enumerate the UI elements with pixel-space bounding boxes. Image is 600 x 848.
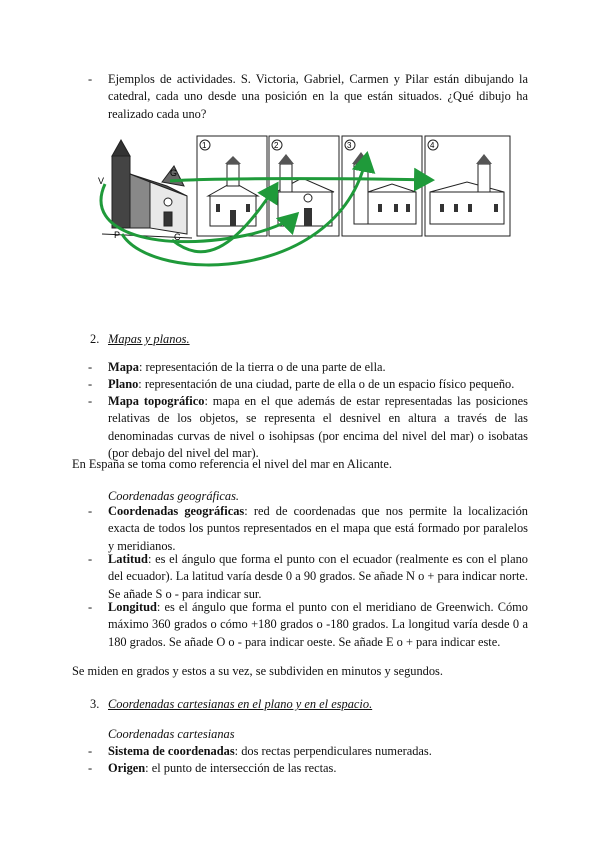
term: Latitud — [108, 552, 148, 566]
bullet: - — [88, 600, 93, 614]
bullet: - — [88, 72, 93, 86]
panel-1 — [197, 136, 267, 236]
section-2-number: 2. — [90, 332, 100, 346]
section-3-title: Coordenadas cartesianas en el plano y en el espacio. — [108, 697, 373, 711]
cathedral-drawing — [102, 140, 192, 238]
definition: : representación de una ciudad, parte de ella o de un espacio físico pequeño. — [138, 377, 515, 391]
panel-2-number: 2 — [274, 141, 279, 150]
bullet: - — [88, 394, 93, 408]
bullet: - — [88, 552, 93, 566]
label-p: P — [114, 230, 121, 240]
item-sistema-coordenadas — [108, 743, 528, 760]
cathedral-figure — [92, 134, 520, 280]
label-c: C — [174, 232, 181, 242]
panel-3 — [342, 136, 422, 236]
bullet: - — [88, 744, 93, 758]
label-v: V — [98, 176, 105, 186]
panel-4-number: 4 — [430, 141, 435, 150]
definition: : el punto de intersección de las rectas. — [145, 761, 337, 775]
intro-paragraph: Ejemplos de actividades. S. Victoria, Gabriel, Carmen y Pilar están dibujando la catedral, cada uno desde una posición en la que están situados. ¿Qué dibujo ha realizado cada uno? — [108, 72, 528, 121]
term: Longitud — [108, 600, 157, 614]
term: Mapa topográfico — [108, 394, 205, 408]
label-g: G — [170, 168, 178, 178]
section-2-title: Mapas y planos. — [108, 332, 190, 346]
definition: : dos rectas perpendiculares numeradas. — [234, 744, 432, 758]
item-plano — [108, 376, 528, 393]
panel-2 — [269, 136, 339, 236]
section-3-subtitle: Coordenadas cartesianas — [108, 727, 235, 741]
term: Mapa — [108, 360, 139, 374]
term: Coordenadas geográficas — [108, 504, 245, 518]
panel-4 — [425, 136, 510, 236]
panel-1-number: 1 — [202, 141, 207, 150]
bullet: - — [88, 360, 93, 374]
term: Origen — [108, 761, 146, 775]
definition: : es el ángulo que forma el punto con el meridiano de Greenwich. Cómo máximo 360 grados o cómo +180 grados o -180 grados. La longitud varía desde 0 a 180 grados. Se añade O o - para indicar oeste. Se añade E o + para indicar este. — [108, 600, 528, 649]
item-mapa — [108, 359, 528, 376]
item-longitud — [108, 599, 528, 651]
bullet: - — [88, 504, 93, 518]
bullet: - — [88, 377, 93, 391]
bullet: - — [88, 761, 93, 775]
item-latitud — [108, 551, 528, 603]
geo-note: Se miden en grados y estos a su vez, se subdividen en minutos y segundos. — [72, 664, 443, 678]
item-origen — [108, 760, 528, 777]
geo-subtitle: Coordenadas geográficas. — [108, 489, 240, 503]
term: Sistema de coordenadas — [108, 744, 235, 758]
definition: : representación de la tierra o de una parte de ella. — [138, 360, 386, 374]
term: Plano — [108, 377, 139, 391]
item-coordenadas-geograficas — [108, 503, 528, 555]
definition: : red de coordenadas que nos permite la localización exacta de todos los puntos representados en el mapa que está formado por paralelos y meridianos. — [108, 504, 529, 553]
panel-3-number: 3 — [347, 141, 352, 150]
section-2-note: En España se toma como referencia el nivel del mar en Alicante. — [72, 457, 392, 471]
definition: : mapa en el que además de estar representadas las posiciones relativas de los objetos, se representa el desnivel en altura a través de las denominadas curvas de nivel o isohipsas (por encima del nivel del mar) o isobatas (por debajo del nivel del mar). — [108, 394, 529, 461]
section-3-number: 3. — [90, 697, 100, 711]
definition: : es el ángulo que forma el punto con el ecuador (realmente es con el plano del ecuador). La latitud varía desde 0 a 90 grados. Se añade N o + para indicar norte. Se añade S o - para indicar sur. — [108, 552, 528, 601]
item-mapa-topografico — [108, 393, 528, 463]
